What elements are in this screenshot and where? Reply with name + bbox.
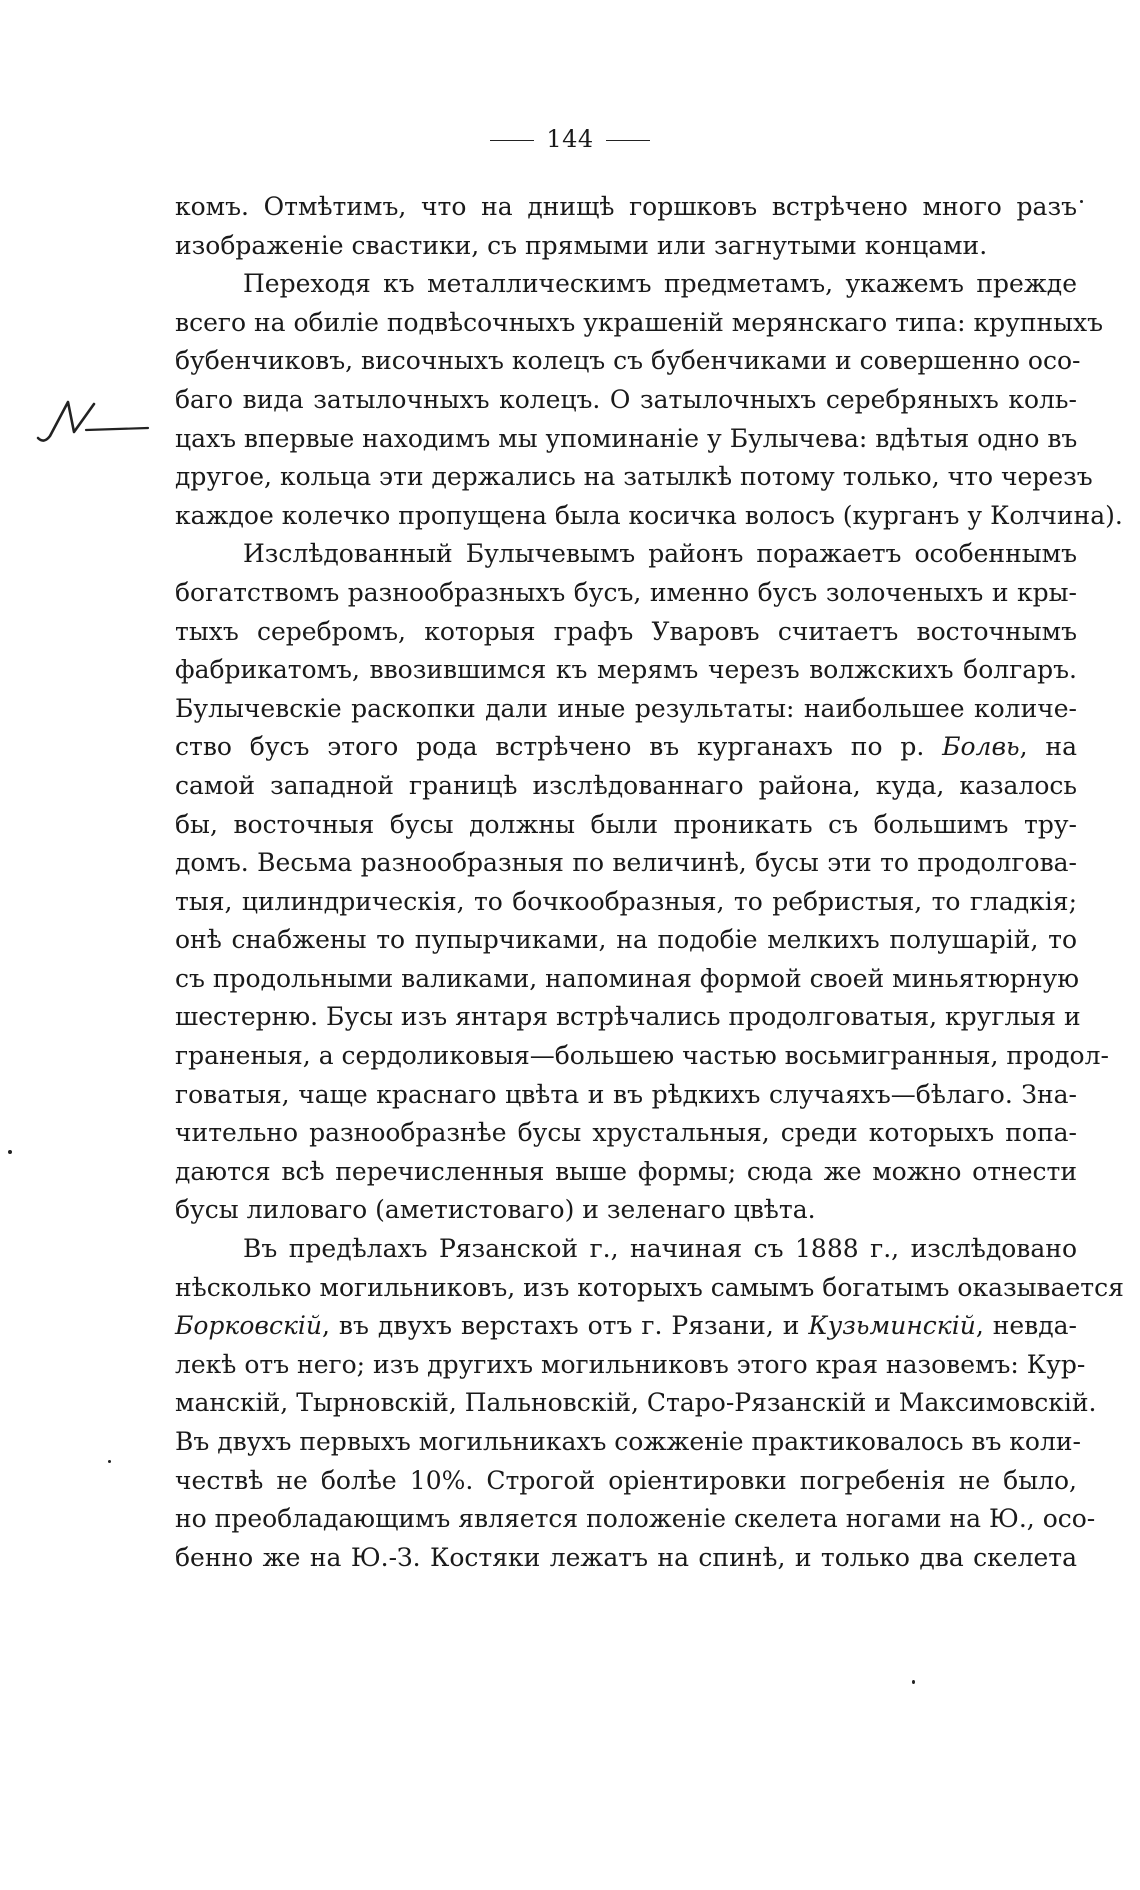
text-line: комъ. Отмѣтимъ, что на днищѣ горшковъ встрѣчено много разъ bbox=[175, 192, 1077, 221]
text-line: но преобладающимъ является положеніе скелета ногами на Ю., осо- bbox=[175, 1504, 1096, 1534]
page-number-text: 144 bbox=[546, 125, 594, 153]
text-line: Въ предѣлахъ Рязанской г., начиная съ 1888 г., изслѣдовано bbox=[243, 1234, 1077, 1264]
paper-speck bbox=[1080, 200, 1083, 203]
text-line: нѣсколько могильниковъ, изъ которыхъ самымъ богатымъ оказывается bbox=[175, 1272, 1124, 1302]
text-line: каждое колечко пропущена была косичка волосъ (курганъ у Колчина). bbox=[175, 500, 1123, 530]
text-line: Переходя къ металлическимъ предметамъ, укажемъ прежде bbox=[243, 269, 1077, 299]
paper-speck bbox=[108, 1460, 111, 1463]
text-line: бусы лиловаго (аметистоваго) и зеленаго цвѣта. bbox=[175, 1195, 816, 1225]
text-line: съ продольными валиками, напоминая формой своей миньятюрную bbox=[175, 963, 1080, 993]
page-number bbox=[0, 125, 1140, 153]
text-line: самой западной границѣ изслѣдованнаго района, куда, казалось bbox=[175, 770, 1077, 800]
text-line: Въ двухъ первыхъ могильникахъ сожженіе практиковалось въ коли- bbox=[175, 1427, 1081, 1456]
text-line: домъ. Весьма разнообразныя по величинѣ, бусы эти то продолгова- bbox=[175, 848, 1077, 878]
text-line: Изслѣдованный Булычевымъ районъ поражаетъ особеннымъ bbox=[243, 539, 1077, 569]
text-line: граненыя, а сердоликовыя—большею частью восьмигранныя, продол- bbox=[175, 1041, 1109, 1071]
text-line: всего на обиліе подвѣсочныхъ украшеній мерянскаго типа: крупныхъ bbox=[175, 307, 1104, 337]
text-line: манскій, Тырновскій, Пальновскій, Старо-Рязанскій и Максимовскій. bbox=[175, 1388, 1097, 1418]
text-line: фабрикатомъ, ввозившимся къ мерямъ черезъ волжскихъ болгаръ. bbox=[175, 655, 1077, 685]
text-line: тыя, цилиндрическія, то бочкообразныя, то ребристыя, то гладкія; bbox=[175, 886, 1077, 916]
paper-speck bbox=[8, 1150, 12, 1154]
text-line: другое, кольца эти держались на затылкѣ потому только, что черезъ bbox=[175, 462, 1093, 492]
text-line: чительно разнообразнѣе бусы хрустальныя, среди которыхъ попа- bbox=[175, 1118, 1077, 1148]
text-line-underlined: баго вида затылочныхъ колецъ. О затылочныхъ серебряныхъ коль- bbox=[175, 384, 1077, 414]
page-body bbox=[175, 188, 1124, 1577]
text-line: чествѣ не болѣе 10%. Строгой оріентировки погребенія не было, bbox=[175, 1465, 1077, 1495]
page-number-dash-right bbox=[606, 140, 650, 141]
page-number-dash-left bbox=[490, 140, 534, 141]
text-line: ство бусъ этого рода встрѣчено въ курганахъ по р. Болвь, на bbox=[175, 732, 1077, 762]
text-line: шестерню. Бусы изъ янтаря встрѣчались продолговатыя, круглыя и bbox=[175, 1002, 1081, 1032]
text-line: изображеніе свастики, съ прямыми или загнутыми концами. bbox=[175, 230, 988, 260]
text-line: бенно же на Ю.-З. Костяки лежатъ на спинѣ, и только два скелета bbox=[175, 1542, 1077, 1572]
text-line: тыхъ серебромъ, которыя графъ Уваровъ считаетъ восточнымъ bbox=[175, 616, 1077, 646]
text-line: лекѣ отъ него; изъ другихъ могильниковъ этого края назовемъ: Кур- bbox=[175, 1349, 1086, 1379]
text-line: богатствомъ разнообразныхъ бусъ, именно бусъ золоченыхъ и кры- bbox=[175, 577, 1077, 607]
paper-speck bbox=[912, 1680, 915, 1684]
text-line: онѣ снабжены то пупырчиками, на подобіе мелкихъ полушарій, то bbox=[175, 925, 1077, 955]
text-line: бы, восточныя бусы должны были проникать съ большимъ тру- bbox=[175, 809, 1077, 839]
handwritten-margin-mark-icon bbox=[28, 388, 158, 458]
text-line: Борковскій, въ двухъ верстахъ отъ г. Рязани, и Кузьминскій, невда- bbox=[175, 1311, 1078, 1341]
text-line: бубенчиковъ, височныхъ колецъ съ бубенчиками и совершенно осо- bbox=[175, 346, 1081, 376]
text-line: Булычевскіе раскопки дали иные результаты: наибольшее количе- bbox=[175, 693, 1077, 723]
text-line: цахъ впервые находимъ мы упоминаніе у Булычева: вдѣтыя одно въ bbox=[175, 423, 1078, 453]
text-line: даются всѣ перечисленныя выше формы; сюда же можно отнести bbox=[175, 1156, 1077, 1186]
text-line: говатыя, чаще краснаго цвѣта и въ рѣдкихъ случаяхъ—бѣлаго. Зна- bbox=[175, 1079, 1077, 1109]
